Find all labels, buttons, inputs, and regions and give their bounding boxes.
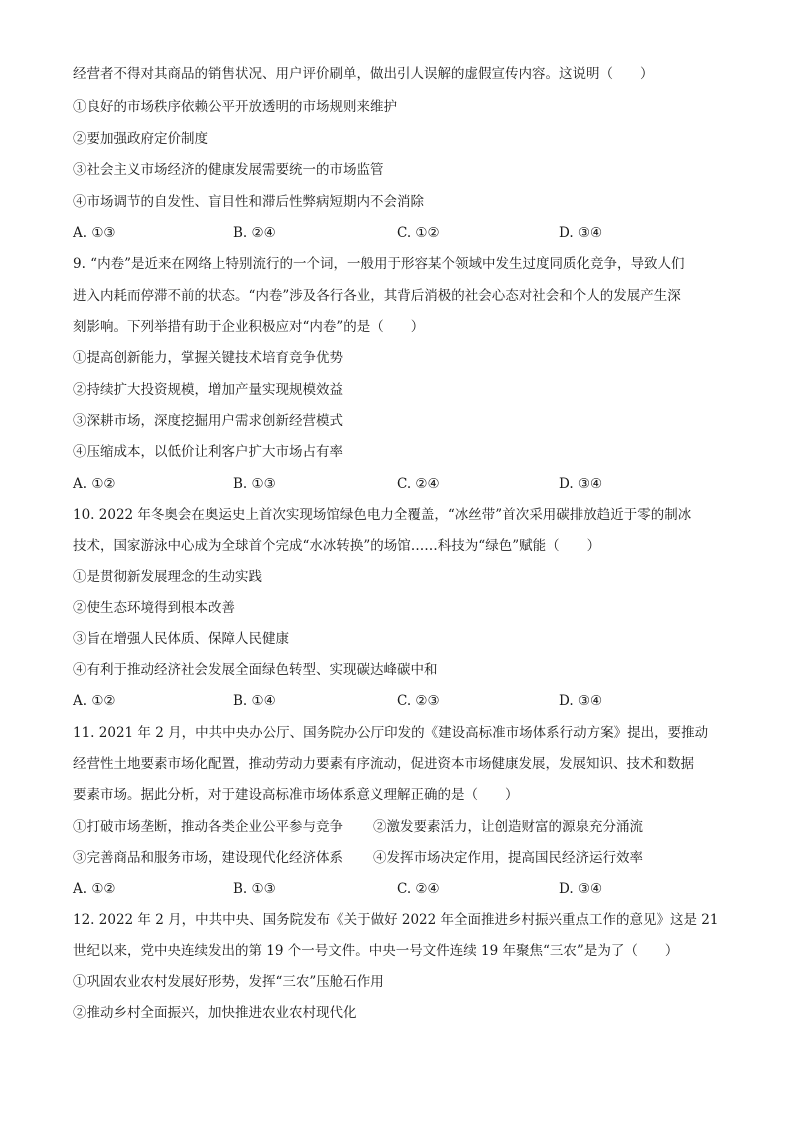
q8-item-2: ②要加强政府定价制度 xyxy=(73,131,208,147)
q10-item-1: ①是贯彻新发展理念的生动实践 xyxy=(73,569,262,585)
q11-item-3: ③完善商品和服务市场，建设现代化经济体系 xyxy=(73,850,343,866)
q11-option-a[interactable]: A. ①② xyxy=(73,881,116,897)
q11-option-b[interactable]: B. ①③ xyxy=(233,881,276,897)
q10-option-c[interactable]: C. ②③ xyxy=(397,693,440,709)
q11-stem-line-3: 要素市场。据此分析，对于建设高标准市场体系意义理解正确的是（ ） xyxy=(73,787,519,803)
q10-item-4: ④有利于推动经济社会发展全面绿色转型、实现碳达峰碳中和 xyxy=(73,662,438,678)
q12-item-2: ②推动乡村全面振兴，加快推进农业农村现代化 xyxy=(73,1005,357,1021)
q10-stem-line-2: 技术，国家游泳中心成为全球首个完成“水冰转换”的场馆……科技为“绿色”赋能（ ） xyxy=(73,538,601,554)
q8-item-1: ①良好的市场秩序依赖公平开放透明的市场规则来维护 xyxy=(73,99,397,115)
q8-options xyxy=(73,224,723,242)
q9-option-a[interactable]: A. ①② xyxy=(73,476,116,492)
q11-item-2: ②激发要素活力，让创造财富的源泉充分涌流 xyxy=(373,819,643,835)
q8-stem: 经营者不得对其商品的销售状况、用户评价刷单，做出引人误解的虚假宣传内容。这说明（ ） xyxy=(73,66,654,82)
q9-option-b[interactable]: B. ①③ xyxy=(233,476,276,492)
q10-item-2: ②使生态环境得到根本改善 xyxy=(73,600,235,616)
q11-items-row-2 xyxy=(73,849,723,867)
q8-option-c[interactable]: C. ①② xyxy=(397,225,440,241)
q8-item-4: ④市场调节的自发性、盲目性和滞后性弊病短期内不会消除 xyxy=(73,194,424,210)
q9-item-4: ④压缩成本，以低价让利客户扩大市场占有率 xyxy=(73,444,343,460)
q9-options xyxy=(73,475,723,493)
q9-item-3: ③深耕市场，深度挖掘用户需求创新经营模式 xyxy=(73,413,343,429)
q10-stem-line-1: 10. 2022 年冬奥会在奥运史上首次实现场馆绿色电力全覆盖，“冰丝带”首次采用碳排放趋近于零的制冰 xyxy=(73,507,692,523)
q11-option-d[interactable]: D. ③④ xyxy=(559,881,603,897)
q9-item-2: ②持续扩大投资规模，增加产量实现规模效益 xyxy=(73,382,343,398)
q10-option-a[interactable]: A. ①② xyxy=(73,693,116,709)
q10-options xyxy=(73,692,723,710)
q11-item-1: ①打破市场垄断，推动各类企业公平参与竞争 xyxy=(73,819,343,835)
q11-stem-line-1: 11. 2021 年 2 月，中共中央办公厅、国务院办公厅印发的《建设高标准市场体系行动方案》提出，要推动 xyxy=(73,725,709,741)
q9-stem-line-2: 进入内耗而停滞不前的状态。“内卷”涉及各行各业，其背后消极的社会心态对社会和个人的发展产生深 xyxy=(73,288,681,304)
q11-option-c[interactable]: C. ②④ xyxy=(397,881,440,897)
q10-item-3: ③旨在增强人民体质、保障人民健康 xyxy=(73,631,289,647)
q10-option-b[interactable]: B. ①④ xyxy=(233,693,276,709)
q11-item-4: ④发挥市场决定作用，提高国民经济运行效率 xyxy=(373,850,643,866)
q8-item-3: ③社会主义市场经济的健康发展需要统一的市场监管 xyxy=(73,162,384,178)
q11-stem-line-2: 经营性土地要素市场化配置，推动劳动力要素有序流动，促进资本市场健康发展，发展知识、技术和数据 xyxy=(73,756,694,772)
q12-item-1: ①巩固农业农村发展好形势，发挥“三农”压舱石作用 xyxy=(73,974,384,990)
q9-option-c[interactable]: C. ②④ xyxy=(397,476,440,492)
q9-stem-line-1: 9. “内卷”是近来在网络上特别流行的一个词，一般用于形容某个领域中发生过度同质化竞争，导致人们 xyxy=(73,256,685,272)
q8-option-a[interactable]: A. ①③ xyxy=(73,225,116,241)
q9-stem-line-3: 刻影响。下列举措有助于企业积极应对“内卷”的是（ ） xyxy=(73,319,425,335)
q8-option-b[interactable]: B. ②④ xyxy=(233,225,276,241)
q11-items-row-1 xyxy=(73,818,723,836)
q12-stem-line-1: 12. 2022 年 2 月，中共中央、国务院发布《关于做好 2022 年全面推进乡村振兴重点工作的意见》这是 21 xyxy=(73,912,719,928)
q12-stem-line-2: 世纪以来，党中央连续发出的第 19 个一号文件。中央一号文件连续 19 年聚焦“三农”是为了（ ） xyxy=(73,943,679,959)
q9-item-1: ①提高创新能力，掌握关键技术培育竞争优势 xyxy=(73,350,343,366)
q10-option-d[interactable]: D. ③④ xyxy=(559,693,603,709)
q11-options xyxy=(73,880,723,898)
q9-option-d[interactable]: D. ③④ xyxy=(559,476,603,492)
q8-option-d[interactable]: D. ③④ xyxy=(559,225,603,241)
